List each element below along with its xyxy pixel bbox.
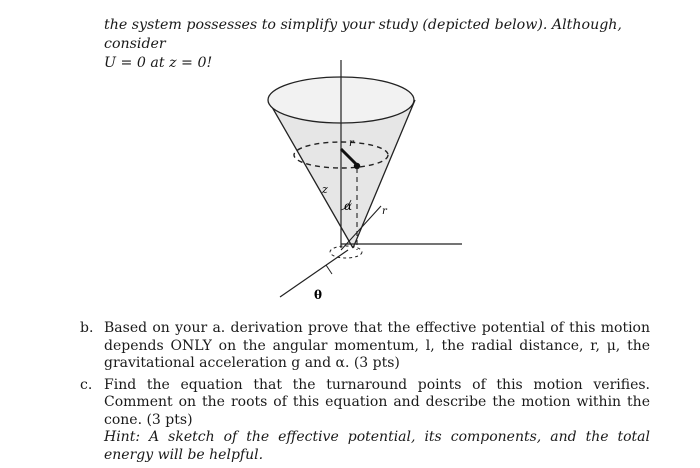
question-text: Based on your a. derivation prove that the effective potential of this motion depends ONLY on the angular momentum, l, the radial distance, r, μ, the gravitational acceleration g and α. (3 pts) <box>104 320 650 371</box>
intro-line-2: U = 0 at z = 0! <box>104 55 213 71</box>
question-label: c. <box>80 376 93 393</box>
label-r-ring: r <box>349 138 354 149</box>
cone-diagram <box>240 60 480 310</box>
intro-line-1: the system possesses to simplify your study (depicted below). Although, consider <box>104 17 622 52</box>
label-z: z <box>322 183 328 196</box>
label-theta: θ <box>314 288 323 302</box>
question-label: b. <box>80 320 94 336</box>
hint-text: Hint: A sketch of the effective potential, its components, and the total energy will be helpful. <box>104 429 650 463</box>
label-alpha: α <box>344 199 353 213</box>
cone-figure <box>240 60 480 314</box>
label-r-axis: r <box>382 206 387 217</box>
question-b <box>80 320 650 373</box>
theta-tick <box>326 265 332 274</box>
question-text: Find the equation that the turnaround points of this motion verifies. Comment on the roots of this equation and describe the motion within the cone. (3 pts) <box>104 376 650 428</box>
question-list <box>80 320 650 468</box>
question-c <box>80 377 650 465</box>
